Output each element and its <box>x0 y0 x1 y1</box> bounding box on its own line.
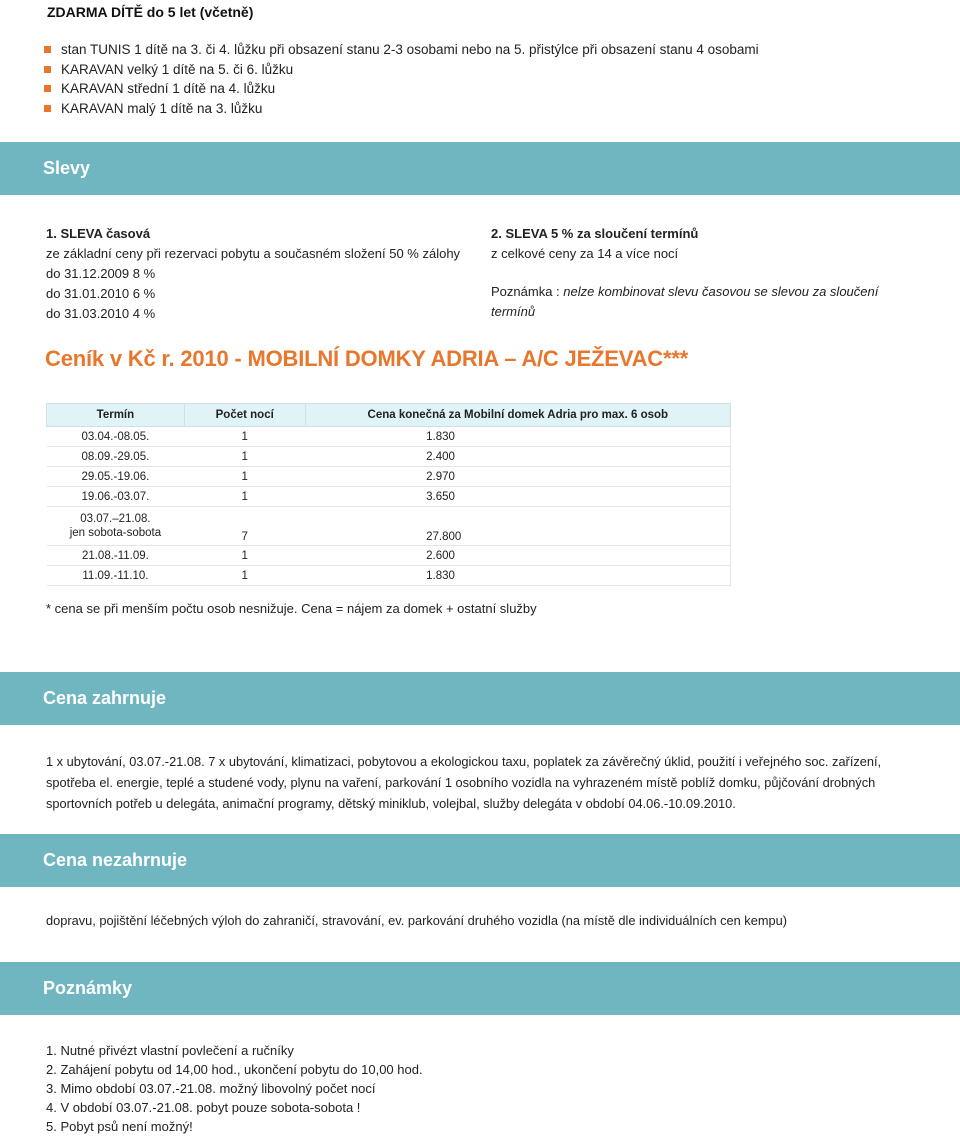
column-header-term: Termín <box>47 404 185 427</box>
list-item: 3. Mimo období 03.07.-21.08. možný libovolný počet nocí <box>46 1081 376 1096</box>
list-item: KARAVAN malý 1 dítě na 3. lůžku <box>44 99 759 119</box>
table-row: 11.09.-11.10. 1 1.830 <box>47 566 731 586</box>
includes-text: 1 x ubytování, 03.07.-21.08. 7 x ubytování, klimatizaci, pobytovou a ekologickou taxu, poplatek za závěrečný úklid, použití i veřejného soc. zařízení, spotřeba el. energie, teplé a studené vody, plynu na vaření, parkování 1 osobního vozidla na vyhrazeném místě poblíž domku, půjčování drobných sportovních potřeb u delegáta, animační programy, dětský miniklub, volejbal, služby delegáta v období 04.06.-10.09.2010. <box>46 754 882 811</box>
square-bullet-icon <box>44 46 51 53</box>
discount-time <box>46 224 486 324</box>
column-header-price: Cena konečná za Mobilní domek Adria pro max. 6 osob <box>305 404 730 427</box>
discount-title: 2. SLEVA 5 % za sloučení termínů <box>491 226 699 241</box>
discount-line: z celkové ceny za 14 a více nocí <box>491 246 679 261</box>
free-child-title: ZDARMA DÍTĚ do 5 let (včetně) <box>47 4 254 20</box>
excludes-text: dopravu, pojištění léčebných výloh do zahraničí, stravování, ev. parkování druhého vozidla (na místě dle individuálních cen kempu) <box>46 913 787 928</box>
price-note: * cena se při menším počtu osob nesnižuje. Cena = nájem za domek + ostatní služby <box>46 601 537 616</box>
discount-line: do 31.03.2010 4 % <box>46 306 156 321</box>
notes-header-band <box>0 962 960 1015</box>
table-row: 08.09.-29.05. 1 2.400 <box>47 447 731 467</box>
table-row: 03.07.–21.08. jen sobota-sobota 7 27.800 <box>47 507 731 546</box>
section-heading: Cena nezahrnuje <box>43 850 188 870</box>
pricelist-title: Ceník v Kč r. 2010 - MOBILNÍ DOMKY ADRIA – A/C JEŽEVAC*** <box>45 346 689 371</box>
discounts-header-band <box>0 142 960 195</box>
section-heading: Poznámky <box>43 978 133 998</box>
square-bullet-icon <box>44 85 51 92</box>
list-item: 5. Pobyt psů není možný! <box>46 1119 193 1134</box>
column-header-nights: Počet nocí <box>184 404 305 427</box>
discount-merge <box>491 224 891 322</box>
square-bullet-icon <box>44 66 51 73</box>
price-table <box>46 403 731 586</box>
discount-line: do 31.12.2009 8 % <box>46 266 156 281</box>
square-bullet-icon <box>44 105 51 112</box>
table-row: 21.08.-11.09. 1 2.600 <box>47 546 731 566</box>
table-row: 03.04.-08.05. 1 1.830 <box>47 427 731 447</box>
table-header-row <box>47 404 731 427</box>
notes-list <box>46 1041 423 1136</box>
discount-line: do 31.01.2010 6 % <box>46 286 156 301</box>
includes-header-band <box>0 672 960 725</box>
table-row: 19.06.-03.07. 1 3.650 <box>47 487 731 507</box>
section-heading: Slevy <box>43 158 91 178</box>
free-child-list <box>44 40 759 118</box>
list-item: KARAVAN velký 1 dítě na 5. či 6. lůžku <box>44 60 759 80</box>
discount-note: Poznámka : nelze kombinovat slevu časovou se slevou za sloučení termínů <box>491 284 879 319</box>
discount-line: ze základní ceny při rezervaci pobytu a současném složení 50 % zálohy <box>46 246 461 261</box>
section-heading: Cena zahrnuje <box>43 688 167 708</box>
discount-title: 1. SLEVA časová <box>46 226 151 241</box>
list-item: KARAVAN střední 1 dítě na 4. lůžku <box>44 79 759 99</box>
excludes-header-band <box>0 834 960 887</box>
list-item: 2. Zahájení pobytu od 14,00 hod., ukončení pobytu do 10,00 hod. <box>46 1062 423 1077</box>
table-row: 29.05.-19.06. 1 2.970 <box>47 467 731 487</box>
list-item: 4. V období 03.07.-21.08. pobyt pouze sobota-sobota ! <box>46 1100 361 1115</box>
list-item: 1. Nutné přivézt vlastní povlečení a ručníky <box>46 1043 294 1058</box>
list-item: stan TUNIS 1 dítě na 3. či 4. lůžku při obsazení stanu 2-3 osobami nebo na 5. přistýlce při obsazení stanu 4 osobami <box>44 40 759 60</box>
